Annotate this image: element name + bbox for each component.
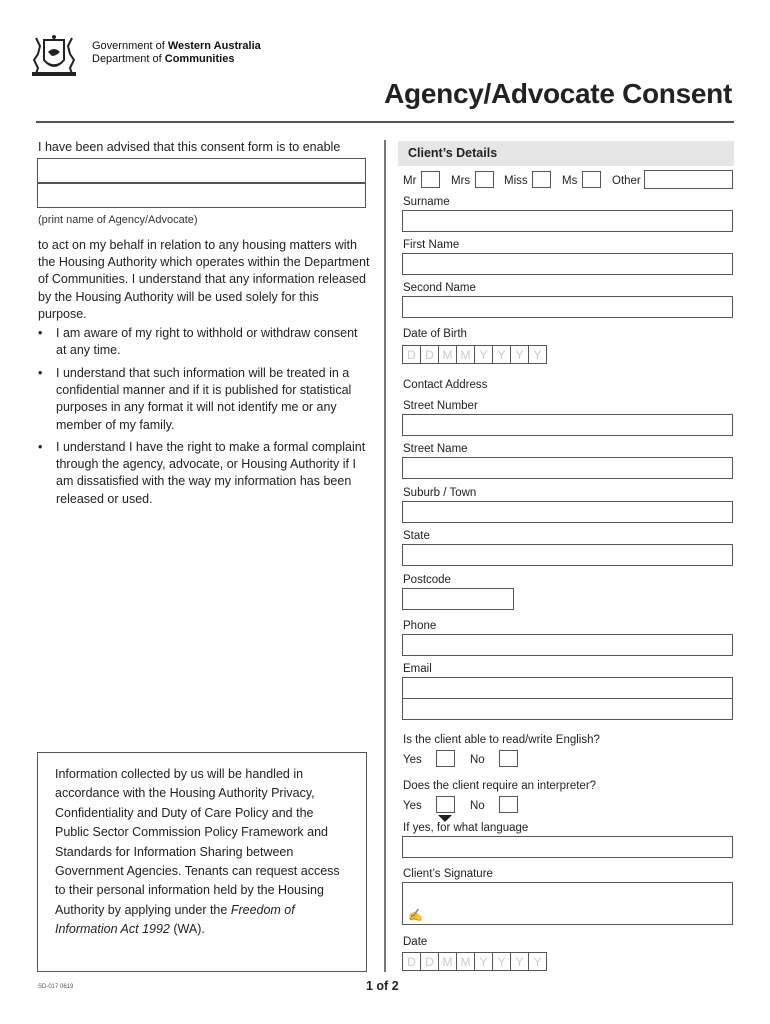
state-field[interactable] bbox=[402, 544, 733, 566]
signature-field[interactable] bbox=[402, 882, 733, 925]
arrow-down-icon bbox=[438, 815, 452, 822]
interpreter-question: Does the client require an interpreter? bbox=[403, 780, 597, 792]
english-no-checkbox[interactable] bbox=[499, 750, 518, 767]
date-year-box[interactable]: Y bbox=[510, 952, 529, 971]
date-year-box[interactable]: Y bbox=[492, 952, 511, 971]
government-wordmark: Government of Western Australia Department of Communities bbox=[92, 40, 261, 65]
first-name-field[interactable] bbox=[402, 253, 733, 275]
dob-month-box[interactable]: M bbox=[456, 345, 475, 364]
title-miss-label: Miss bbox=[504, 175, 528, 187]
page-number: 1 of 2 bbox=[366, 979, 399, 993]
language-field[interactable] bbox=[402, 836, 733, 858]
interpreter-yes-label: Yes bbox=[403, 800, 422, 812]
dob-year-box[interactable]: Y bbox=[510, 345, 529, 364]
coat-of-arms-icon bbox=[28, 34, 80, 78]
english-yes-checkbox[interactable] bbox=[436, 750, 455, 767]
foi-act-name: Freedom of Information Act 1992 bbox=[55, 902, 295, 937]
agency-name-field-line1[interactable] bbox=[37, 158, 366, 183]
title-ms-label: Ms bbox=[562, 175, 578, 187]
state-label: State bbox=[403, 530, 430, 542]
title-mr-label: Mr bbox=[403, 175, 417, 187]
date-field[interactable] bbox=[402, 952, 546, 971]
street-name-field[interactable] bbox=[402, 457, 733, 479]
consent-bullet-3: • I understand I have the right to make a formal complaint through the agency, advocate, or Housing Authority if I am dissatisfied with the way my information has been released or used. bbox=[38, 440, 366, 506]
page-title: Agency/Advocate Consent bbox=[384, 78, 732, 109]
contact-address-label: Contact Address bbox=[403, 379, 488, 391]
first-name-label: First Name bbox=[403, 239, 460, 251]
consent-bullet-2: • I understand that such information will be treated in a confidential manner and if it is published for statistical purposes in any format it will not identify me or any member of my family. bbox=[38, 366, 352, 432]
surname-label: Surname bbox=[403, 196, 450, 208]
street-name-label: Street Name bbox=[403, 443, 468, 455]
email-field-line1[interactable] bbox=[402, 677, 733, 699]
interpreter-yes-checkbox[interactable] bbox=[436, 796, 455, 813]
second-name-field[interactable] bbox=[402, 296, 733, 318]
title-mrs-checkbox[interactable] bbox=[475, 171, 494, 188]
bullet-text: I understand that such information will be treated in a confidential manner and if it is published for statistical purposes in any format it will not identify me or any member of my family. bbox=[56, 366, 352, 432]
consent-bullet-1: • I am aware of my right to withhold or withdraw consent at any time. bbox=[38, 326, 358, 358]
interpreter-no-checkbox[interactable] bbox=[499, 796, 518, 813]
signature-label: Client’s Signature bbox=[403, 868, 493, 880]
title-miss-checkbox[interactable] bbox=[532, 171, 551, 188]
second-name-label: Second Name bbox=[403, 282, 476, 294]
postcode-field[interactable] bbox=[402, 588, 514, 610]
consent-body-text: to act on my behalf in relation to any housing matters with the Housing Authority which operates within the Department of Communities. I understand that any information released by the Housing Authority will be used solely for this purpose. bbox=[38, 238, 370, 321]
suburb-label: Suburb / Town bbox=[403, 487, 477, 499]
title-mrs-label: Mrs bbox=[451, 175, 471, 187]
date-day-box[interactable]: D bbox=[402, 952, 421, 971]
english-no-label: No bbox=[470, 754, 485, 766]
date-month-box[interactable]: M bbox=[456, 952, 475, 971]
bullet-text: I am aware of my right to withhold or withdraw consent at any time. bbox=[56, 326, 358, 358]
title-mr-checkbox[interactable] bbox=[421, 171, 440, 188]
dob-year-box[interactable]: Y bbox=[492, 345, 511, 364]
street-number-field[interactable] bbox=[402, 414, 733, 436]
print-name-label: (print name of Agency/Advocate) bbox=[38, 214, 198, 226]
phone-field[interactable] bbox=[402, 634, 733, 656]
form-code: SD-017 0619 bbox=[38, 984, 74, 990]
privacy-info-suffix: (WA). bbox=[169, 922, 205, 937]
email-field-line2[interactable] bbox=[402, 698, 733, 720]
phone-label: Phone bbox=[403, 620, 437, 632]
postcode-label: Postcode bbox=[403, 574, 451, 586]
interpreter-no-label: No bbox=[470, 800, 485, 812]
date-month-box[interactable]: M bbox=[438, 952, 457, 971]
dob-year-box[interactable]: Y bbox=[474, 345, 493, 364]
surname-field[interactable] bbox=[402, 210, 733, 232]
dob-month-box[interactable]: M bbox=[438, 345, 457, 364]
dob-year-box[interactable]: Y bbox=[528, 345, 547, 364]
title-divider bbox=[36, 121, 734, 123]
english-question: Is the client able to read/write English? bbox=[403, 734, 600, 746]
bullet-text: I understand I have the right to make a formal complaint through the agency, advocate, or Housing Authority if I am dissatisfied with the way my information has been released or used. bbox=[56, 440, 366, 506]
date-year-box[interactable]: Y bbox=[528, 952, 547, 971]
privacy-info-text: Information collected by us will be handled in accordance with the Housing Authority Privacy, Confidentiality and Duty of Care Policy and the Public Sector Commission Policy Framework and Standards for Information Sharing between Government Agencies. Tenants can request access to their personal information held by the Housing Authority by applying under the bbox=[55, 767, 340, 917]
privacy-info-box bbox=[37, 752, 367, 972]
dob-field[interactable] bbox=[402, 345, 546, 364]
title-ms-checkbox[interactable] bbox=[582, 171, 601, 188]
email-label: Email bbox=[403, 663, 432, 675]
column-divider bbox=[384, 140, 386, 972]
pen-icon: ✍ bbox=[408, 908, 423, 922]
dob-day-box[interactable]: D bbox=[420, 345, 439, 364]
dob-day-box[interactable]: D bbox=[402, 345, 421, 364]
date-label: Date bbox=[403, 936, 428, 948]
suburb-field[interactable] bbox=[402, 501, 733, 523]
date-year-box[interactable]: Y bbox=[474, 952, 493, 971]
title-other-label: Other bbox=[612, 175, 641, 187]
consent-intro-text: I have been advised that this consent form is to enable bbox=[38, 140, 341, 154]
dob-label: Date of Birth bbox=[403, 328, 467, 340]
english-yes-label: Yes bbox=[403, 754, 422, 766]
date-day-box[interactable]: D bbox=[420, 952, 439, 971]
street-number-label: Street Number bbox=[403, 400, 478, 412]
agency-name-field-line2[interactable] bbox=[37, 183, 366, 208]
language-label: If yes, for what language bbox=[403, 822, 529, 834]
clients-details-heading: Client’s Details bbox=[398, 141, 734, 166]
title-other-field[interactable] bbox=[644, 170, 733, 189]
